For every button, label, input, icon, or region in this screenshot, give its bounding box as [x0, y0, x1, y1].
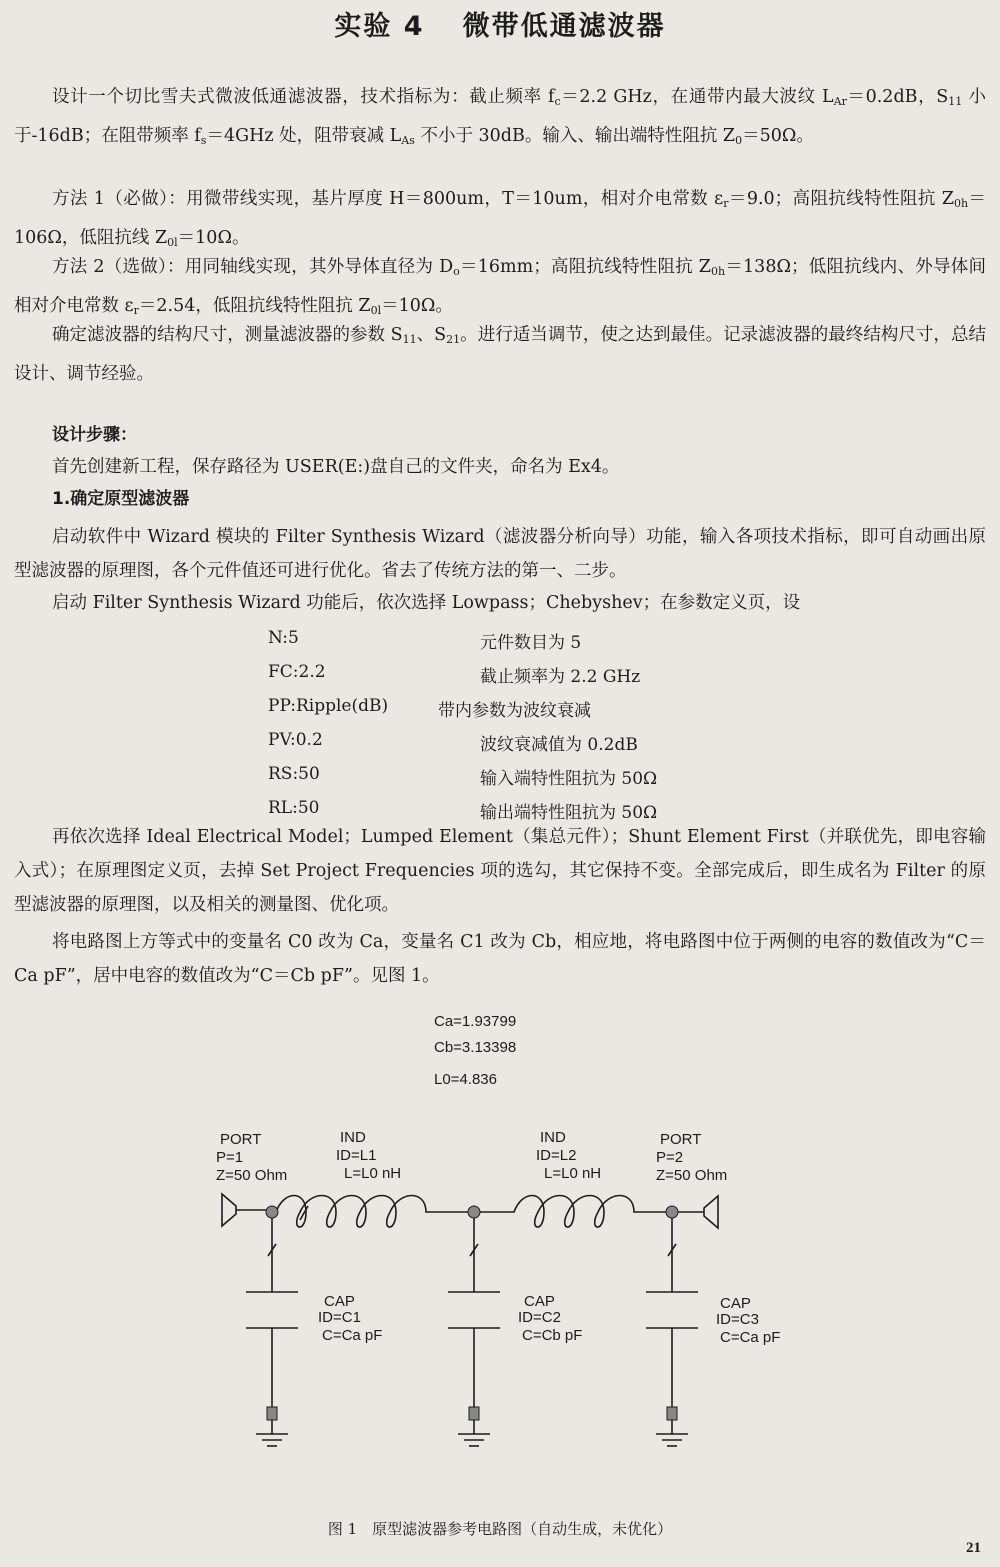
port2-impedance: Z=50 Ohm — [656, 1167, 728, 1184]
cap1-type: CAP — [324, 1293, 355, 1310]
steps-heading: 设计步骤： — [52, 425, 137, 445]
node-1 — [266, 1206, 278, 1218]
port2-label — [656, 1131, 727, 1184]
filter-schematic — [0, 1000, 1000, 1510]
spec-paragraph: 设计一个切比雪夫式微波低通滤波器，技术指标为：截止频率 $f_c=2.2$ GHz，在通带内最大波纹 $L_{Ar}=0.2dB$，$S_{11}$ 小于-16dB；在阻带频率 $f_s=4GHz$ 处，阻带衰减 $L_{As}$ 不小于 30dB。输入、输出端特性阻抗 $Z_0=50\Omega$。 — [14, 87, 986, 147]
param-key: FC:2.2 — [268, 662, 326, 682]
param-key: PV:0.2 — [268, 730, 323, 750]
cap3-value: C=Ca pF — [720, 1329, 781, 1346]
ind1-id: ID=L1 — [336, 1147, 377, 1164]
rename-variables-paragraph: 将电路图上方等式中的变量名 C0 改为 Ca，变量名 C1 改为 Cb，相应地，将电路图中位于两侧的电容的数值改为“C＝Ca pF”，居中电容的数值改为“C＝Cb pF”。见图 1。 — [14, 932, 986, 986]
param-description: 元件数目为 5 — [480, 633, 582, 653]
equation-l0: L0=4.836 — [434, 1071, 497, 1088]
inductor1-label — [336, 1129, 401, 1182]
cap3-type: CAP — [720, 1295, 751, 1312]
ind2-value: L=L0 nH — [544, 1165, 602, 1182]
equation-cb: Cb=3.13398 — [434, 1039, 517, 1056]
param-description: 输入端特性阻抗为 50Ω — [480, 769, 658, 789]
param-key: N:5 — [268, 628, 299, 648]
param-description: 截止频率为 2.2 GHz — [480, 667, 641, 687]
ground-2 — [458, 1420, 490, 1446]
figure-caption: 图 1 原型滤波器参考电路图（自动生成，未优化） — [327, 1520, 673, 1538]
cap2-value: C=Cb pF — [522, 1327, 583, 1344]
cap1-label — [318, 1293, 382, 1344]
equation-ca: Ca=1.93799 — [434, 1013, 517, 1030]
task-paragraph: 确定滤波器的结构尺寸，测量滤波器的参数 $S_{11}$、$S_{21}$。进行适当调节，使之达到最佳。记录滤波器的最终结构尺寸，总结设计、调节经验。 — [14, 325, 986, 384]
step-wizard-paragraph: 启动软件中 Wizard 模块的 Filter Synthesis Wizard（滤波器分析向导）功能，输入各项技术指标，即可自动画出原型滤波器的原理图，各个元件值还可进行优化。省去了传统方法的第一、二步。 — [14, 527, 986, 581]
cap1-value: C=Ca pF — [322, 1327, 383, 1344]
ground-pad-1 — [267, 1407, 277, 1420]
param-key: RS:50 — [268, 764, 320, 784]
port2-number: P=2 — [656, 1149, 684, 1166]
chapter-name: 微带低通滤波器 — [462, 11, 666, 42]
param-key: RL:50 — [268, 798, 320, 818]
port1-type: PORT — [220, 1131, 262, 1148]
method1-paragraph: 方法 1（必做）：用微带线实现，基片厚度 H＝800um，T＝10um，相对介电常数 $\varepsilon_r=9.0$；高阻抗线特性阻抗 $Z_{0h}=106\Omega$，低阻抗线 $Z_{0l}=10\Omega$。 — [14, 189, 986, 249]
step-wizard-select: 启动 Filter Synthesis Wizard 功能后，依次选择 Lowpass；Chebyshev；在参数定义页，设 — [52, 593, 801, 613]
model-selection-paragraph: 再依次选择 Ideal Electrical Model；Lumped Element（集总元件）；Shunt Element First（并联优先，即电容输入式）；在原理图定义页，去掉 Set Project Frequencies 项的选勾，其它保持不变。全部完成后，即生成名为 Filter 的原型滤波器的原理图，以及相关的测量图、优化项。 — [14, 827, 986, 915]
inductor2-label — [536, 1129, 601, 1182]
cap2-type: CAP — [524, 1293, 555, 1310]
node-3 — [666, 1206, 678, 1218]
chapter-label: 实验 4 — [334, 11, 425, 42]
port1-symbol — [222, 1194, 236, 1226]
param-description: 输出端特性阻抗为 50Ω — [480, 803, 658, 823]
page-title — [0, 4, 1000, 43]
ind1-type: IND — [340, 1129, 366, 1146]
ind1-value: L=L0 nH — [344, 1165, 402, 1182]
cap2-id: ID=C2 — [518, 1309, 561, 1326]
param-key: PP:Ripple(dB) — [268, 696, 389, 716]
cap1-id: ID=C1 — [318, 1309, 361, 1326]
step-create-project: 首先创建新工程，保存路径为 USER(E:)盘自己的文件夹，命名为 Ex4。 — [52, 457, 620, 477]
port1-label — [216, 1131, 287, 1184]
cap3-label — [716, 1295, 780, 1346]
method2-paragraph: 方法 2（选做）：用同轴线实现，其外导体直径为 $D_o=16mm$；高阻抗线特性阻抗 $Z_{0h}=138\Omega$；低阻抗线内、外导体间相对介电常数 $\varepsilon_r=2.54$，低阻抗线特性阻抗 $Z_{0l}=10\Omega$。 — [14, 257, 986, 317]
port2-type: PORT — [660, 1131, 702, 1148]
step-subheading: 1.确定原型滤波器 — [52, 489, 190, 509]
cap3-id: ID=C3 — [716, 1311, 759, 1328]
ground-pad-2 — [469, 1407, 479, 1420]
port1-number: P=1 — [216, 1149, 244, 1166]
ground-3 — [656, 1420, 688, 1446]
ground-1 — [256, 1420, 288, 1446]
ind2-id: ID=L2 — [536, 1147, 577, 1164]
ind2-type: IND — [540, 1129, 566, 1146]
port2-symbol — [704, 1196, 718, 1228]
inductor2-symbol — [478, 1196, 672, 1228]
cap2-label — [518, 1293, 582, 1344]
ground-pad-3 — [667, 1407, 677, 1420]
node-2 — [468, 1206, 480, 1218]
port1-impedance: Z=50 Ohm — [216, 1167, 288, 1184]
param-description: 波纹衰减值为 0.2dB — [480, 735, 638, 755]
page-number: 21 — [966, 1540, 981, 1556]
param-description: 带内参数为波纹衰减 — [438, 701, 591, 721]
